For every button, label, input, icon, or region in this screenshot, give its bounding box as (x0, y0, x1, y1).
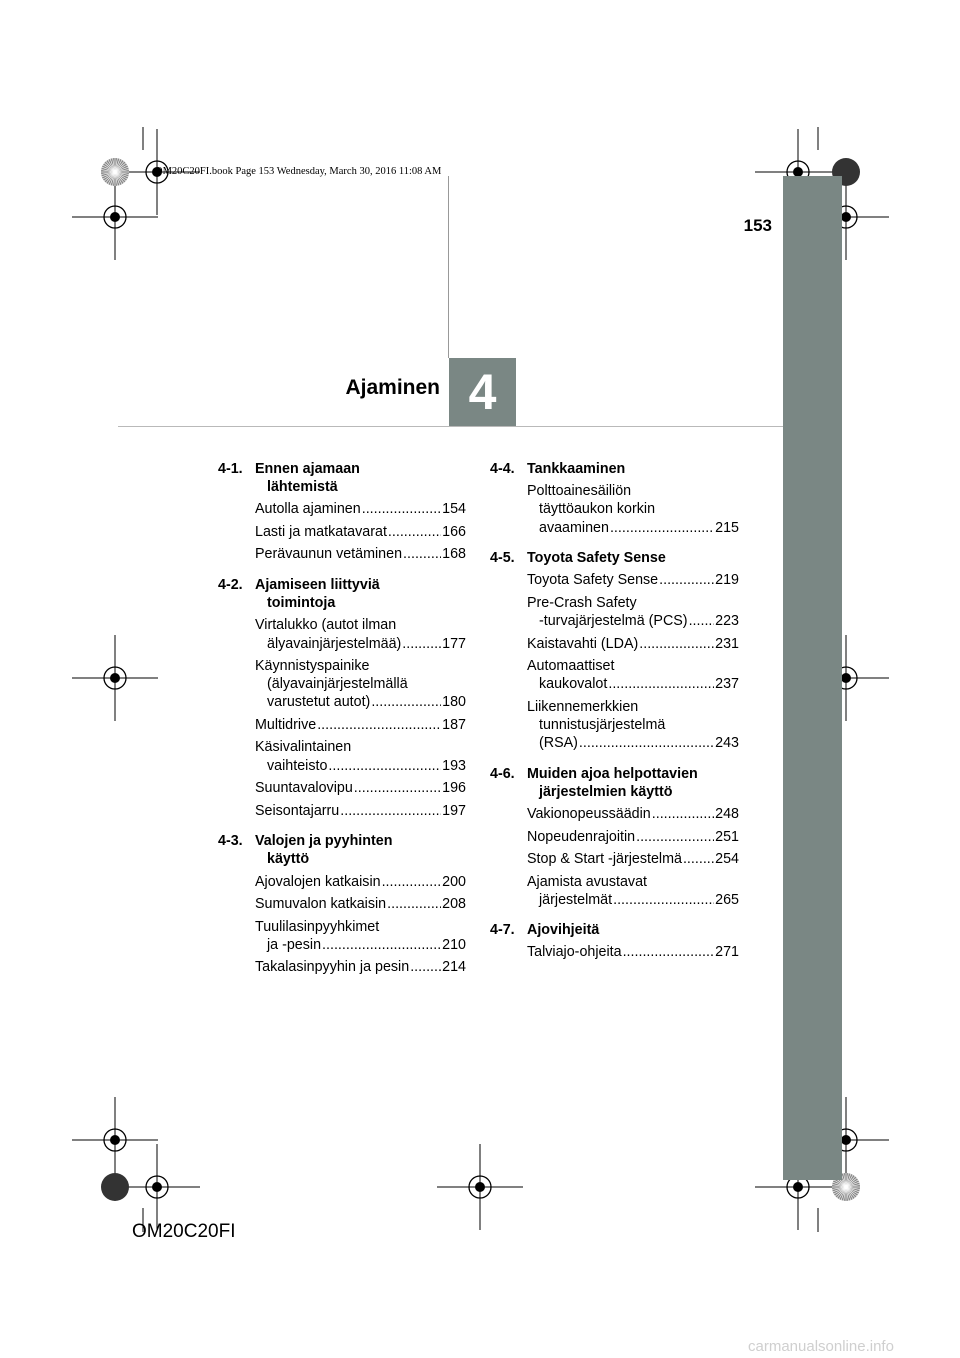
toc-entry-row (527, 805, 739, 823)
toc-section-title: Muiden ajoa helpottavien (527, 765, 698, 782)
toc-entry-text: avaaminen (539, 519, 609, 536)
dot-leader (579, 734, 714, 752)
dot-leader (410, 958, 441, 976)
crosshair-dot (841, 1135, 851, 1145)
toc-entry-row (527, 635, 739, 653)
dot-leader (340, 802, 441, 820)
toc-section-title-cont: käyttö (267, 851, 310, 868)
chapter-side-tab (783, 176, 842, 1180)
toc-entry-text: Seisontajarru (255, 802, 340, 819)
toc-entry-page: 210 (442, 936, 466, 953)
toc-entry-text: Lasti ja matkatavarat (255, 523, 387, 540)
print-meta-line: OM20C20FI.book Page 153 Wednesday, March 30, 2016 11:08 AM (155, 166, 442, 177)
crosshair-dot (841, 673, 851, 683)
toc-entry[interactable] (218, 738, 466, 774)
toc-entry-text: Tuulilasinpyyhkimet (255, 918, 380, 935)
toc-entry[interactable] (218, 545, 466, 563)
toc-entry[interactable] (218, 958, 466, 976)
toc-section-title: Valojen ja pyyhinten (255, 833, 393, 850)
toc-entry-text: varustetut autot) (267, 694, 371, 711)
toc-entry-page: 248 (715, 806, 739, 823)
toc-section-heading (218, 460, 466, 496)
toc-entry-text: Liikennemerkkien (527, 698, 639, 715)
toc-entry-row (255, 716, 466, 734)
crosshair-dot (110, 1135, 120, 1145)
toc-entry-text: Toyota Safety Sense (527, 572, 659, 589)
toc-section-title: Tankkaaminen (527, 461, 626, 477)
dot-leader (639, 635, 714, 653)
toc-entry-text: Talviajo-ohjeita (527, 944, 622, 961)
toc-entry-page: 223 (715, 613, 739, 630)
toc-section-heading (490, 765, 739, 801)
toc-entry-text: (älyavainjärjestelmällä (267, 676, 408, 693)
toc-entry-page: 187 (442, 716, 466, 733)
toc-entry-page: 271 (715, 944, 739, 961)
toc-entry-page: 154 (442, 501, 466, 518)
crosshair-dot (841, 212, 851, 222)
toc-entry-text: Kaistavahti (LDA) (527, 635, 639, 652)
toc-entry-row (255, 693, 466, 711)
toc-entry-row (255, 958, 466, 976)
toc-entry-row (255, 635, 466, 653)
toc-entry[interactable] (490, 571, 739, 589)
toc-entry-text: älyavainjärjestelmää) (267, 635, 402, 652)
toc-entry-row (255, 936, 466, 954)
toc-entry-row (527, 612, 739, 630)
toc-entry[interactable] (218, 716, 466, 734)
toc-entry-text: Autolla ajaminen (255, 501, 361, 518)
toc-section-heading (218, 576, 466, 612)
toc-entry[interactable] (218, 802, 466, 820)
toc-section-heading (218, 832, 466, 868)
toc-section-number: 4-6. (490, 765, 515, 782)
toc-entry[interactable] (218, 918, 466, 954)
toc-entry-text: (RSA) (539, 735, 578, 752)
toc-entry-text: Sumuvalon katkaisin (255, 896, 387, 913)
toc-entry-row (527, 850, 739, 868)
dot-leader (636, 828, 714, 846)
section-gap (218, 568, 466, 576)
dot-leader (652, 805, 714, 823)
toc-entry-page: 265 (715, 891, 739, 908)
toc-entry-text: Käsivalintainen (255, 739, 352, 756)
toc-entry-row (255, 802, 466, 820)
dot-leader (613, 891, 714, 909)
toc-entry-text: Stop & Start -järjestelmä (527, 851, 682, 868)
toc-entry-text: vaihteisto (267, 757, 328, 774)
toc-entry-row (527, 891, 739, 909)
toc-section-title-cont: lähtemistä (267, 479, 338, 496)
toc-entry[interactable] (218, 873, 466, 891)
header-divider-horizontal (118, 426, 783, 427)
toc-entry[interactable] (218, 616, 466, 652)
toc-entry[interactable] (490, 594, 739, 630)
toc-entry-text: Multidrive (255, 716, 317, 733)
dot-leader (382, 873, 442, 891)
toc-entry-text: tunnistusjärjestelmä (539, 716, 666, 733)
toc-entry-page: 177 (442, 635, 466, 652)
toc-entry-text: järjestelmät (539, 891, 613, 908)
dot-leader (689, 612, 715, 630)
toc-entry[interactable] (490, 698, 739, 753)
chapter-number-box (449, 358, 516, 426)
toc-entry-page: 193 (442, 757, 466, 774)
toc-entry-page: 215 (715, 519, 739, 536)
chapter-title: Ajaminen (345, 376, 440, 399)
toc-entry-text: Nopeudenrajoitin (527, 828, 636, 845)
chapter-number: 4 (468, 364, 497, 420)
dot-leader (387, 895, 441, 913)
toc-entry-page: 197 (442, 802, 466, 819)
dot-leader (403, 545, 441, 563)
dot-leader (317, 716, 441, 734)
toc-entry-row (527, 675, 739, 693)
crosshair-dot (152, 1182, 162, 1192)
watermark-text: carmanualsonline.info (748, 1338, 894, 1355)
toc-section-title: Ennen ajamaan (255, 461, 360, 477)
dot-leader (610, 519, 714, 537)
section-gap (490, 757, 739, 765)
toc-entry-page: 166 (442, 523, 466, 540)
toc-entry-page: 243 (715, 735, 739, 752)
crosshair-dot (110, 673, 120, 683)
dot-leader (659, 571, 714, 589)
header-divider-vertical (448, 176, 449, 358)
crosshair-dot (110, 212, 120, 222)
toc-entry-text: ja -pesin (267, 936, 322, 953)
toc-entry-page: 208 (442, 896, 466, 913)
toc-entry-text: Polttoainesäiliön (527, 483, 632, 500)
toc-section-number: 4-7. (490, 922, 515, 939)
dot-leader (683, 850, 714, 868)
toc-entry[interactable] (490, 850, 739, 868)
dot-leader (322, 936, 441, 954)
toc-entry-text: Virtalukko (autot ilman (255, 617, 397, 634)
toc-entry-text: kaukovalot (539, 676, 608, 693)
toc-entry[interactable] (490, 828, 739, 846)
toc-section-heading (490, 921, 739, 939)
toc-entry[interactable] (218, 657, 466, 712)
toc-entry-row (527, 519, 739, 537)
toc-entry-text: Vakionopeussäädin (527, 806, 651, 823)
toc-entry-page: 196 (442, 780, 466, 797)
toc-section-number: 4-1. (218, 461, 243, 477)
toc-entry-row (255, 895, 466, 913)
dot-leader (362, 500, 441, 518)
toc-entry-page: 251 (715, 828, 739, 845)
crosshair-dot (793, 1182, 803, 1192)
toc-entry-page: 214 (442, 959, 466, 976)
toc-section-heading (490, 460, 739, 478)
toc-entry-text: Suuntavalovipu (255, 780, 353, 797)
dot-leader (623, 943, 715, 961)
section-gap (218, 824, 466, 832)
toc-entry-row (255, 873, 466, 891)
toc-entry-page: 200 (442, 873, 466, 890)
toc-entry-text: Takalasinpyyhin ja pesin (255, 959, 410, 976)
toc-entry-row (527, 571, 739, 589)
dot-leader (371, 693, 441, 711)
toc-entry-page: 237 (715, 676, 739, 693)
dot-leader (388, 523, 441, 541)
toc-entry[interactable] (490, 805, 739, 823)
toc-entry-page: 254 (715, 851, 739, 868)
toc-entry[interactable] (490, 657, 739, 693)
toc-entry-row (255, 500, 466, 518)
toc-section-title: Ajamiseen liittyviä (255, 576, 380, 593)
toc-entry-page: 219 (715, 572, 739, 589)
toc-entry-text: Perävaunun vetäminen (255, 546, 403, 563)
toc-entry-page: 231 (715, 635, 739, 652)
toc-entry-text: Automaattiset (527, 658, 615, 675)
toc-entry[interactable] (490, 873, 739, 909)
toc-entry[interactable] (218, 779, 466, 797)
toc-entry[interactable] (218, 523, 466, 541)
toc-entry[interactable] (490, 482, 739, 537)
starburst-target (101, 1173, 129, 1201)
dot-leader (354, 779, 441, 797)
footer-model-code: OM20C20FI (132, 1221, 236, 1242)
toc-section-number: 4-4. (490, 461, 515, 477)
toc-column-left (218, 460, 466, 981)
toc-entry-text: Käynnistyspainike (255, 658, 370, 675)
toc-section-heading (490, 549, 739, 567)
toc-entry-row (255, 523, 466, 541)
dot-leader (402, 635, 441, 653)
toc-entry[interactable] (218, 895, 466, 913)
toc-section-number: 4-3. (218, 833, 243, 850)
dot-leader (608, 675, 714, 693)
toc-entry[interactable] (490, 635, 739, 653)
toc-entry-row (255, 757, 466, 775)
section-gap (490, 541, 739, 549)
toc-entry-text: Ajamista avustavat (527, 873, 647, 890)
toc-entry-row (527, 734, 739, 752)
toc-entry-row (527, 943, 739, 961)
toc-entry-page: 168 (442, 546, 466, 563)
toc-column-right (490, 460, 739, 966)
toc-entry-text: -turvajärjestelmä (PCS) (539, 613, 688, 630)
toc-entry[interactable] (490, 943, 739, 961)
toc-section-title-cont: toimintoja (267, 595, 336, 612)
toc-entry[interactable] (218, 500, 466, 518)
toc-section-title-cont: järjestelmien käyttö (539, 783, 673, 800)
toc-entry-text: täyttöaukon korkin (539, 501, 656, 518)
crosshair-dot (475, 1182, 485, 1192)
toc-entry-text: Ajovalojen katkaisin (255, 873, 381, 890)
toc-entry-row (527, 828, 739, 846)
toc-entry-row (255, 779, 466, 797)
toc-entry-page: 180 (442, 694, 466, 711)
toc-section-title: Ajovihjeitä (527, 922, 600, 939)
page-number: 153 (743, 216, 772, 235)
toc-entry-row (255, 545, 466, 563)
toc-section-number: 4-5. (490, 550, 515, 567)
toc-section-title: Toyota Safety Sense (527, 550, 666, 567)
toc-section-number: 4-2. (218, 576, 243, 593)
toc-entry-text: Pre-Crash Safety (527, 594, 637, 611)
section-gap (490, 913, 739, 921)
dot-leader (328, 757, 441, 775)
